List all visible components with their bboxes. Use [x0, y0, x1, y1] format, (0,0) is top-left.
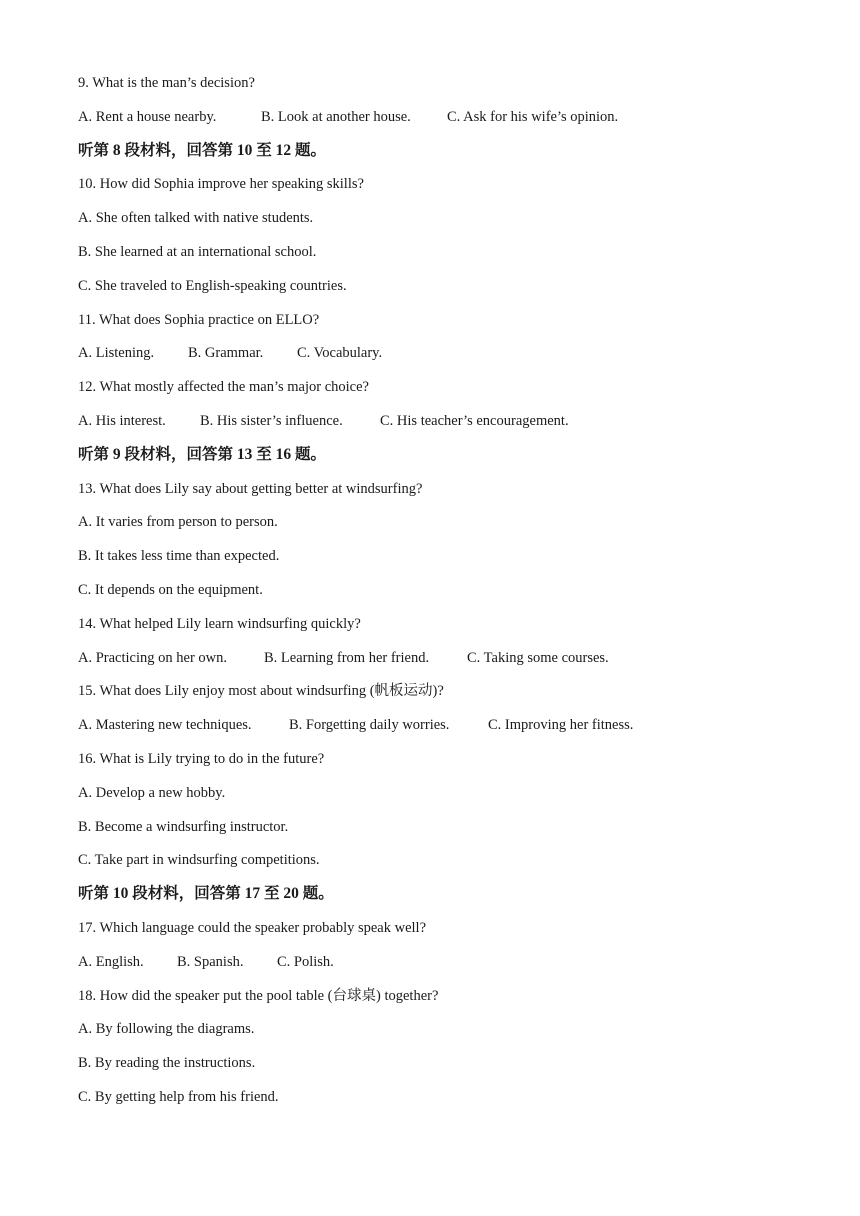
section-9-heading: 听第 9 段材料，回答第 13 至 16 题。	[78, 446, 327, 463]
section-8-heading: 听第 8 段材料，回答第 10 至 12 题。	[78, 142, 327, 159]
question-17: 17. Which language could the speaker probably speak well?	[78, 920, 427, 936]
question-13: 13. What does Lily say about getting better at windsurfing?	[78, 481, 423, 497]
question-16: 16. What is Lily trying to do in the future?	[78, 751, 325, 767]
section-10-heading: 听第 10 段材料，回答第 17 至 20 题。	[78, 885, 334, 902]
q10-option-a: A. She often talked with native students.	[78, 210, 314, 226]
q13-option-a: A. It varies from person to person.	[78, 514, 278, 530]
q17-option-b: B. Spanish.	[177, 954, 244, 970]
q14-option-a: A. Practicing on her own.	[78, 650, 227, 666]
q13-option-c: C. It depends on the equipment.	[78, 582, 263, 598]
q15-option-c: C. Improving her fitness.	[488, 717, 634, 733]
q16-option-b: B. Become a windsurfing instructor.	[78, 819, 289, 835]
q17-option-a: A. English.	[78, 954, 144, 970]
question-12: 12. What mostly affected the man’s major choice?	[78, 379, 369, 395]
q14-option-b: B. Learning from her friend.	[264, 650, 430, 666]
q9-option-a: A. Rent a house nearby.	[78, 109, 217, 125]
q11-option-a: A. Listening.	[78, 345, 155, 361]
q11-option-c: C. Vocabulary.	[297, 345, 383, 361]
q14-option-c: C. Taking some courses.	[467, 650, 609, 666]
q12-option-b: B. His sister’s influence.	[200, 413, 343, 429]
q18-option-c: C. By getting help from his friend.	[78, 1089, 279, 1105]
q10-option-c: C. She traveled to English-speaking countries.	[78, 278, 347, 294]
question-11: 11. What does Sophia practice on ELLO?	[78, 312, 320, 328]
q12-option-c: C. His teacher’s encouragement.	[380, 413, 569, 429]
question-9: 9. What is the man’s decision?	[78, 75, 255, 91]
q9-option-c: C. Ask for his wife’s opinion.	[447, 109, 619, 125]
q13-option-b: B. It takes less time than expected.	[78, 548, 280, 564]
question-14: 14. What helped Lily learn windsurfing quickly?	[78, 616, 361, 632]
q15-option-b: B. Forgetting daily worries.	[289, 717, 450, 733]
question-10: 10. How did Sophia improve her speaking skills?	[78, 176, 364, 192]
q17-option-c: C. Polish.	[277, 954, 334, 970]
q10-option-b: B. She learned at an international school.	[78, 244, 317, 260]
q9-option-b: B. Look at another house.	[261, 109, 411, 125]
q11-option-b: B. Grammar.	[188, 345, 264, 361]
question-18: 18. How did the speaker put the pool table (台球桌) together?	[78, 988, 439, 1004]
q16-option-c: C. Take part in windsurfing competitions.	[78, 852, 320, 868]
question-15: 15. What does Lily enjoy most about windsurfing (帆板运动)?	[78, 683, 444, 699]
q16-option-a: A. Develop a new hobby.	[78, 785, 226, 801]
q15-option-a: A. Mastering new techniques.	[78, 717, 252, 733]
q18-option-b: B. By reading the instructions.	[78, 1055, 256, 1071]
q12-option-a: A. His interest.	[78, 413, 166, 429]
q18-option-a: A. By following the diagrams.	[78, 1021, 255, 1037]
